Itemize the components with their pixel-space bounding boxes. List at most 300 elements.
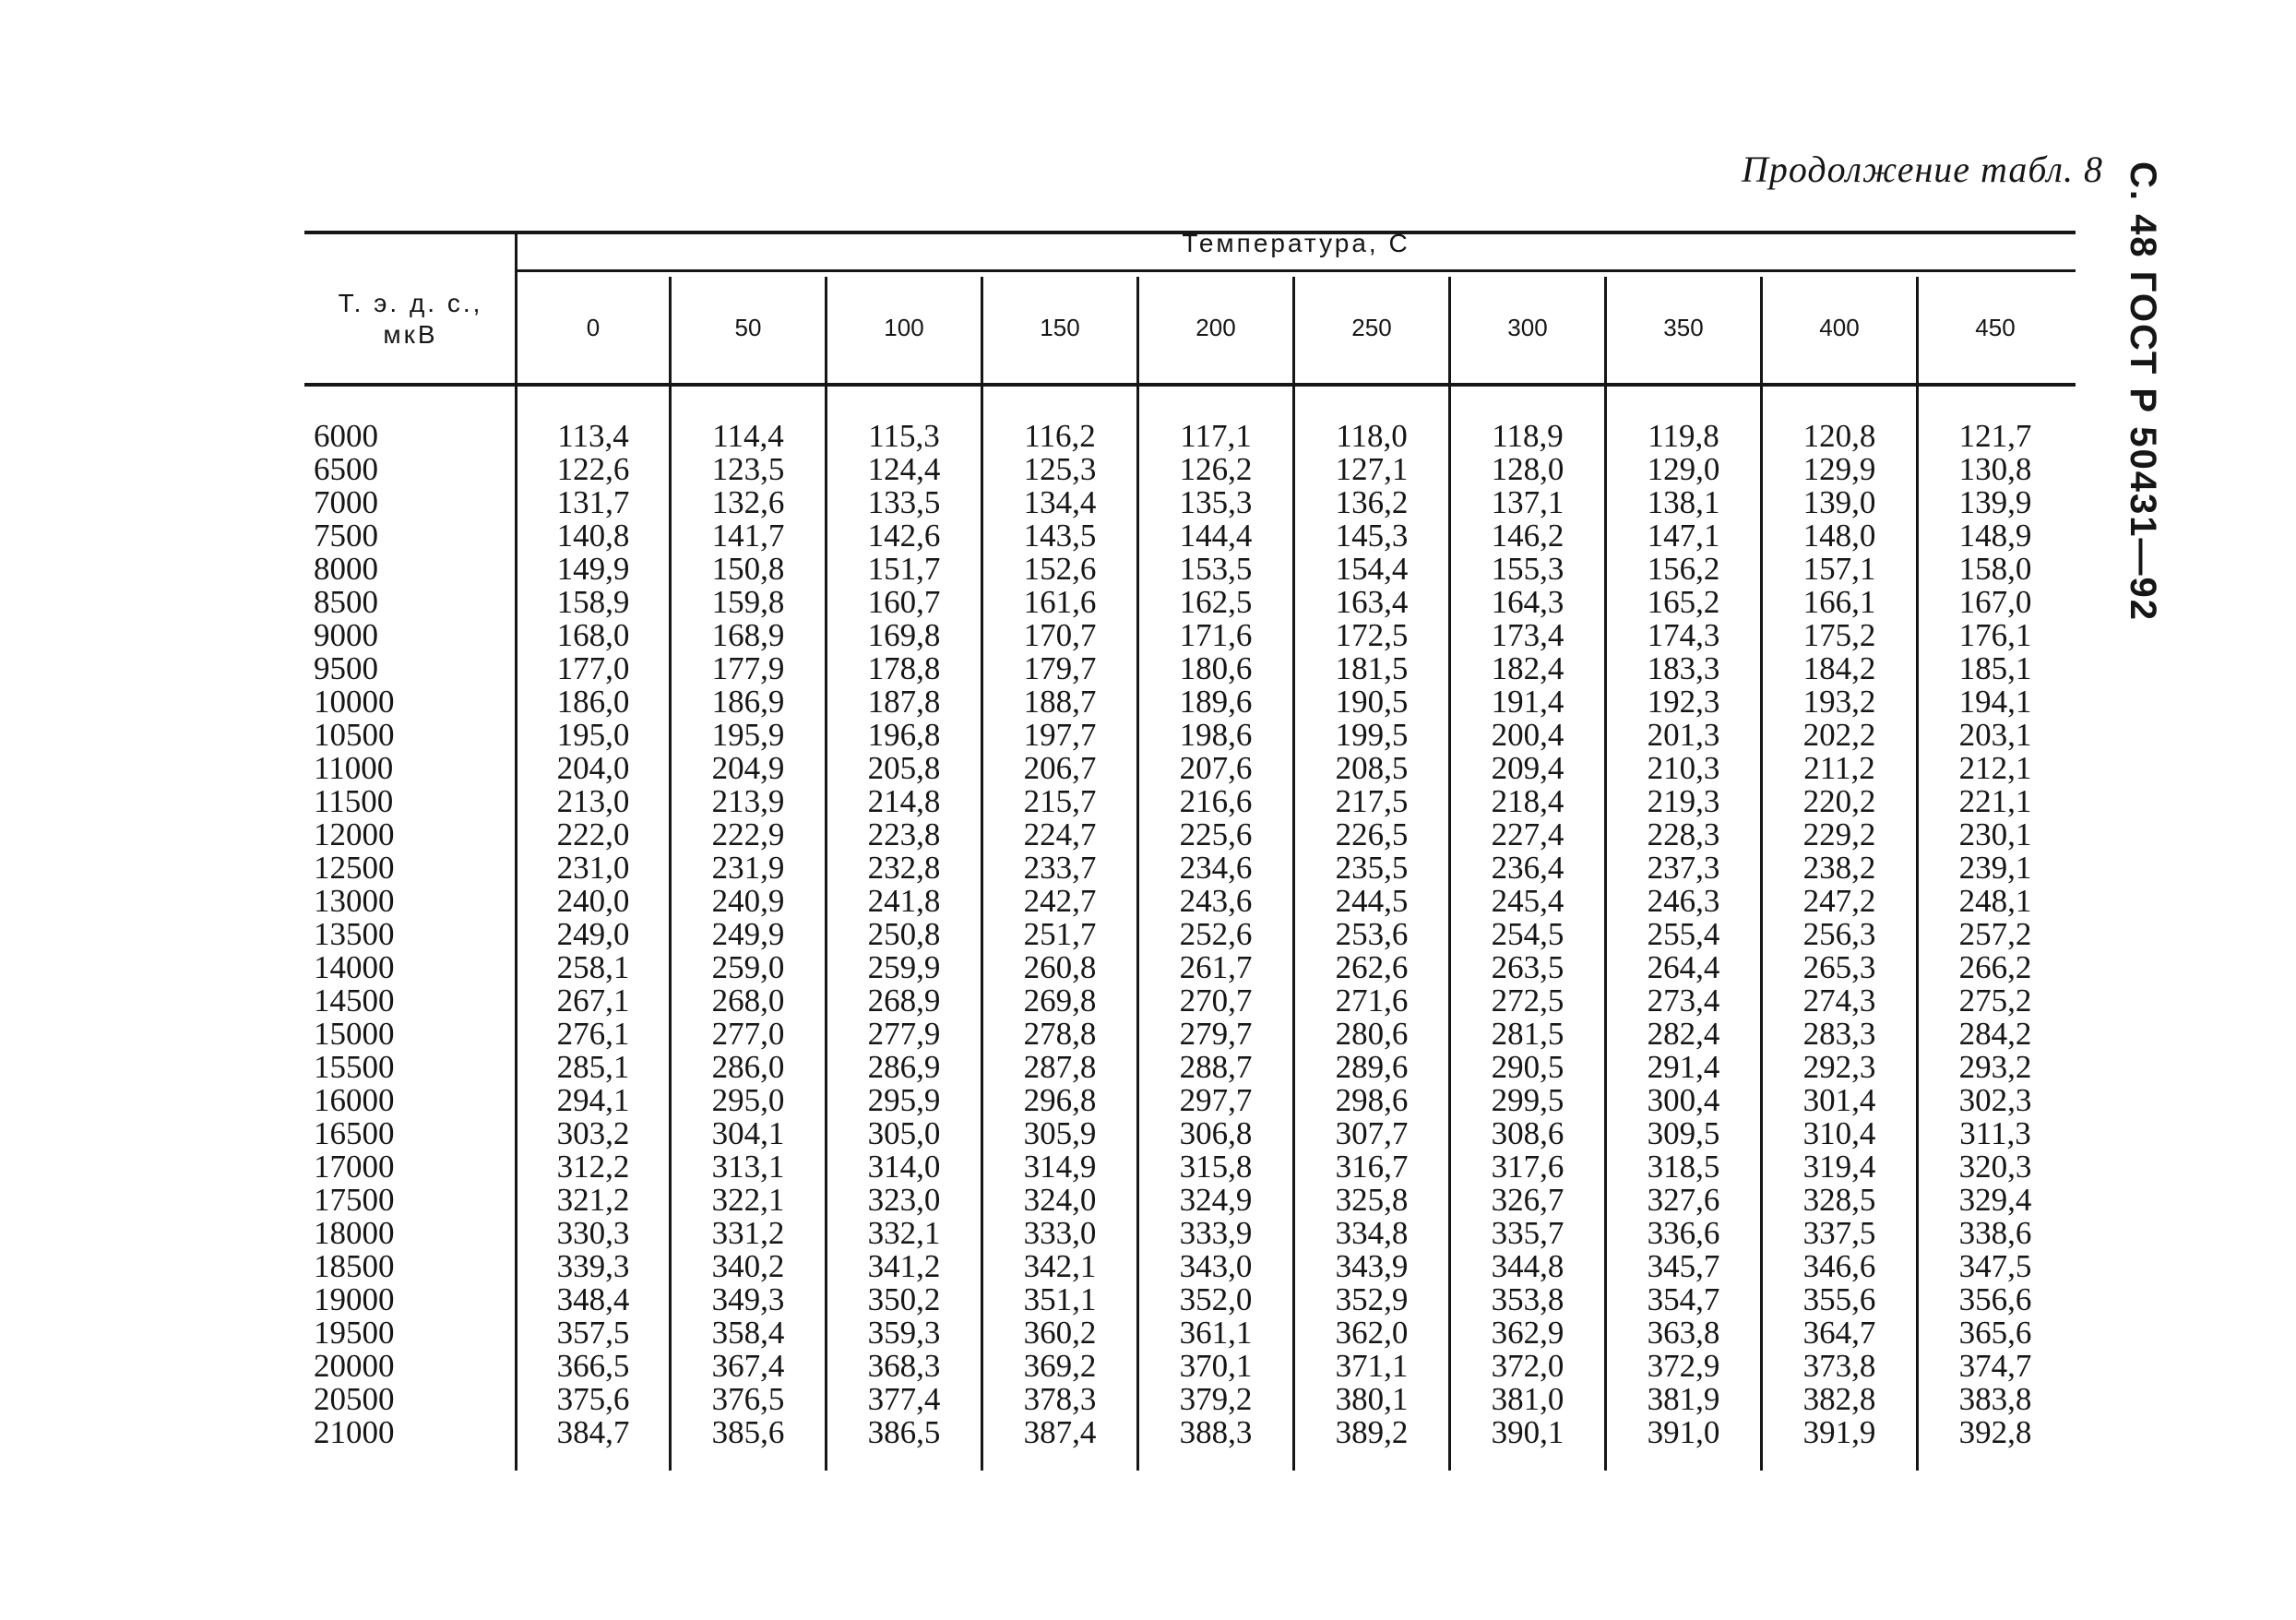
table-cell: 315,8: [1179, 1149, 1253, 1185]
table-cell: 354,7: [1647, 1281, 1720, 1317]
emf-value-cell: 17500: [314, 1182, 395, 1218]
emf-header: [304, 288, 517, 351]
table-cell: 218,4: [1491, 783, 1564, 819]
column-header: 250: [1351, 314, 1392, 341]
table-cell: 381,9: [1647, 1381, 1720, 1417]
table-cell: 138,1: [1647, 484, 1720, 520]
emf-value-cell: 14500: [314, 983, 395, 1018]
table-cell: 300,4: [1647, 1082, 1720, 1118]
page-standard-label: С. 48 ГОСТ Р 50431—92: [2123, 161, 2163, 622]
emf-value-cell: 12000: [314, 816, 395, 852]
temperature-value-column: [1139, 420, 1292, 1449]
emf-value-cell: 16000: [314, 1082, 395, 1118]
table-cell: 179,7: [1023, 650, 1097, 686]
table-cell: 148,0: [1802, 518, 1876, 554]
table-cell: 197,7: [1023, 717, 1097, 753]
column-header: 450: [1975, 314, 2016, 341]
table-cell: 121,7: [1958, 418, 2032, 454]
table-cell: 162,5: [1179, 584, 1253, 620]
table-cell: 233,7: [1023, 850, 1097, 886]
table-cell: 268,9: [867, 983, 941, 1018]
table-cell: 134,4: [1023, 484, 1097, 520]
table-cell: 358,4: [711, 1315, 785, 1351]
table-cell: 122,6: [556, 451, 630, 487]
temperature-value-column: [1451, 420, 1604, 1449]
column-header: 100: [884, 314, 924, 341]
table-cell: 340,2: [711, 1248, 785, 1284]
table-cell: 149,9: [556, 551, 630, 587]
table-cell: 278,8: [1023, 1016, 1097, 1052]
table-cell: 293,2: [1958, 1049, 2032, 1085]
table-cell: 316,7: [1335, 1149, 1409, 1185]
table-cell: 190,5: [1335, 684, 1409, 720]
table-cell: 207,6: [1179, 750, 1253, 786]
table-cell: 325,8: [1335, 1182, 1409, 1218]
table-cell: 338,6: [1958, 1215, 2032, 1251]
table-cell: 204,9: [711, 750, 785, 786]
table-cell: 344,8: [1491, 1248, 1564, 1284]
table-cell: 305,9: [1023, 1115, 1097, 1151]
table-cell: 318,5: [1647, 1149, 1720, 1185]
table-cell: 225,6: [1179, 816, 1253, 852]
table-cell: 248,1: [1958, 883, 2032, 919]
table-cell: 301,4: [1802, 1082, 1876, 1118]
table-cell: 288,7: [1179, 1049, 1253, 1085]
table-cell: 261,7: [1179, 949, 1253, 985]
table-cell: 234,6: [1179, 850, 1253, 886]
table-cell: 186,9: [711, 684, 785, 720]
table-cell: 350,2: [867, 1281, 941, 1317]
table-cell: 129,0: [1647, 451, 1720, 487]
table-cell: 379,2: [1179, 1381, 1253, 1417]
table-cell: 254,5: [1491, 916, 1564, 952]
emf-value-cell: 9000: [314, 617, 378, 653]
table-cell: 142,6: [867, 518, 941, 554]
table-cell: 367,4: [711, 1348, 785, 1384]
emf-value-cell: 6500: [314, 451, 378, 487]
table-cell: 341,2: [867, 1248, 941, 1284]
table-cell: 152,6: [1023, 551, 1097, 587]
table-cell: 186,0: [556, 684, 630, 720]
table-cell: 296,8: [1023, 1082, 1097, 1118]
table-cell: 146,2: [1491, 518, 1564, 554]
table-cell: 362,9: [1491, 1315, 1564, 1351]
emf-value-cell: 11000: [314, 750, 394, 786]
table-cell: 299,5: [1491, 1082, 1564, 1118]
table-cell: 231,0: [556, 850, 630, 886]
table-cell: 343,9: [1335, 1248, 1409, 1284]
table-cell: 176,1: [1958, 617, 2032, 653]
table-cell: 118,0: [1336, 418, 1408, 454]
table-cell: 313,1: [711, 1149, 785, 1185]
table-cell: 377,4: [867, 1381, 941, 1417]
table-cell: 145,3: [1335, 518, 1409, 554]
table-cell: 128,0: [1491, 451, 1564, 487]
table-cell: 118,9: [1492, 418, 1564, 454]
column-header: 50: [734, 314, 762, 341]
table-cell: 244,5: [1335, 883, 1409, 919]
table-cell: 201,3: [1647, 717, 1720, 753]
table-cell: 374,7: [1958, 1348, 2032, 1384]
table-cell: 168,9: [711, 617, 785, 653]
temperature-value-column: [1919, 420, 2072, 1449]
table-cell: 292,3: [1802, 1049, 1876, 1085]
table-cell: 187,8: [867, 684, 941, 720]
table-cell: 309,5: [1647, 1115, 1720, 1151]
table-cell: 378,3: [1023, 1381, 1097, 1417]
table-cell: 136,2: [1335, 484, 1409, 520]
table-cell: 348,4: [556, 1281, 630, 1317]
table-cell: 381,0: [1491, 1381, 1564, 1417]
table-cell: 127,1: [1335, 451, 1409, 487]
table-cell: 324,9: [1179, 1182, 1253, 1218]
table-cell: 286,0: [711, 1049, 785, 1085]
table-cell: 202,2: [1802, 717, 1876, 753]
table-cell: 272,5: [1491, 983, 1564, 1018]
table-cell: 213,0: [556, 783, 630, 819]
table-cell: 262,6: [1335, 949, 1409, 985]
table-cell: 161,6: [1023, 584, 1097, 620]
table-cell: 352,9: [1335, 1281, 1409, 1317]
table-cell: 337,5: [1802, 1215, 1876, 1251]
table-cell: 221,1: [1958, 783, 2032, 819]
table-cell: 294,1: [556, 1082, 630, 1118]
table-cell: 359,3: [867, 1315, 941, 1351]
table-cell: 184,2: [1802, 650, 1876, 686]
table-cell: 317,6: [1491, 1149, 1564, 1185]
table-cell: 268,0: [711, 983, 785, 1018]
table-cell: 222,9: [711, 816, 785, 852]
table-cell: 157,1: [1802, 551, 1876, 587]
table-cell: 303,2: [556, 1115, 630, 1151]
table-cell: 181,5: [1335, 650, 1409, 686]
emf-value-cell: 11500: [314, 783, 394, 819]
table-cell: 182,4: [1491, 650, 1564, 686]
table-cell: 376,5: [711, 1381, 785, 1417]
emf-value-column: [314, 420, 452, 1449]
emf-value-cell: 15500: [314, 1049, 395, 1085]
table-cell: 147,1: [1647, 518, 1720, 554]
table-cell: 227,4: [1491, 816, 1564, 852]
table-cell: 150,8: [711, 551, 785, 587]
table-cell: 308,6: [1491, 1115, 1564, 1151]
table-cell: 203,1: [1958, 717, 2032, 753]
table-cell: 274,3: [1802, 983, 1876, 1018]
table-cell: 168,0: [556, 617, 630, 653]
table-cell: 326,7: [1491, 1182, 1564, 1218]
table-cell: 302,3: [1958, 1082, 2032, 1118]
table-cell: 196,8: [867, 717, 941, 753]
table-cell: 129,9: [1802, 451, 1876, 487]
table-cell: 265,3: [1802, 949, 1876, 985]
table-cell: 154,4: [1335, 551, 1409, 587]
table-cell: 164,3: [1491, 584, 1564, 620]
emf-value-cell: 16500: [314, 1115, 395, 1151]
temperature-value-column: [517, 420, 669, 1449]
table-cell: 250,8: [867, 916, 941, 952]
table-cell: 178,8: [867, 650, 941, 686]
table-cell: 183,3: [1647, 650, 1720, 686]
table-cell: 209,4: [1491, 750, 1564, 786]
table-cell: 285,1: [556, 1049, 630, 1085]
table-cell: 322,1: [711, 1182, 785, 1218]
table-cell: 249,0: [556, 916, 630, 952]
table-cell: 133,5: [867, 484, 941, 520]
header-bottom-rule: [304, 383, 2076, 387]
table-cell: 329,4: [1958, 1182, 2032, 1218]
table-cell: 347,5: [1958, 1248, 2032, 1284]
table-cell: 291,4: [1647, 1049, 1720, 1085]
table-cell: 167,0: [1958, 584, 2032, 620]
table-cell: 140,8: [556, 518, 630, 554]
emf-value-cell: 13500: [314, 916, 395, 952]
table-cell: 240,9: [711, 883, 785, 919]
table-cell: 363,8: [1647, 1315, 1720, 1351]
table-cell: 289,6: [1335, 1049, 1409, 1085]
table-cell: 306,8: [1179, 1115, 1253, 1151]
table-cell: 113,4: [557, 418, 629, 454]
emf-value-cell: 17000: [314, 1149, 395, 1185]
temperature-header: Температура, С: [1182, 229, 1410, 257]
table-cell: 177,9: [711, 650, 785, 686]
table-cell: 200,4: [1491, 717, 1564, 753]
table-cell: 166,1: [1802, 584, 1876, 620]
table-cell: 283,3: [1802, 1016, 1876, 1052]
table-cell: 369,2: [1023, 1348, 1097, 1384]
emf-value-cell: 19500: [314, 1315, 395, 1351]
table-cell: 264,4: [1647, 949, 1720, 985]
table-cell: 259,0: [711, 949, 785, 985]
table-cell: 365,6: [1958, 1315, 2032, 1351]
table-cell: 169,8: [867, 617, 941, 653]
table-cell: 210,3: [1647, 750, 1720, 786]
temperature-value-column: [983, 420, 1136, 1449]
table-cell: 198,6: [1179, 717, 1253, 753]
table-continuation-caption: Продолжение табл. 8: [1741, 149, 2103, 190]
table-cell: 223,8: [867, 816, 941, 852]
table-cell: 333,9: [1179, 1215, 1253, 1251]
table-cell: 332,1: [867, 1215, 941, 1251]
table-cell: 353,8: [1491, 1281, 1564, 1317]
table-cell: 173,4: [1491, 617, 1564, 653]
table-cell: 327,6: [1647, 1182, 1720, 1218]
table-cell: 258,1: [556, 949, 630, 985]
emf-value-cell: 9500: [314, 650, 378, 686]
table-cell: 385,6: [711, 1414, 785, 1450]
table-cell: 360,2: [1023, 1315, 1097, 1351]
table-cell: 160,7: [867, 584, 941, 620]
table-cell: 266,2: [1958, 949, 2032, 985]
column-header: 300: [1507, 314, 1548, 341]
table-cell: 364,7: [1802, 1315, 1876, 1351]
table-cell: 380,1: [1335, 1381, 1409, 1417]
table-cell: 263,5: [1491, 949, 1564, 985]
table-cell: 386,5: [867, 1414, 941, 1450]
table-cell: 119,8: [1648, 418, 1719, 454]
table-cell: 320,3: [1958, 1149, 2032, 1185]
table-cell: 370,1: [1179, 1348, 1253, 1384]
table-cell: 339,3: [556, 1248, 630, 1284]
table-cell: 199,5: [1335, 717, 1409, 753]
table-cell: 217,5: [1335, 783, 1409, 819]
table-cell: 267,1: [556, 983, 630, 1018]
table-cell: 333,0: [1023, 1215, 1097, 1251]
table-cell: 174,3: [1647, 617, 1720, 653]
table-cell: 115,3: [868, 418, 940, 454]
table-cell: 141,7: [711, 518, 785, 554]
table-cell: 328,5: [1802, 1182, 1876, 1218]
table-cell: 259,9: [867, 949, 941, 985]
emf-value-cell: 13000: [314, 883, 395, 919]
table-cell: 271,6: [1335, 983, 1409, 1018]
table-cell: 229,2: [1802, 816, 1876, 852]
emf-value-cell: 18000: [314, 1215, 395, 1251]
table-cell: 231,9: [711, 850, 785, 886]
emf-value-cell: 20500: [314, 1381, 395, 1417]
emf-value-cell: 19000: [314, 1281, 395, 1317]
table-cell: 213,9: [711, 783, 785, 819]
table-cell: 336,6: [1647, 1215, 1720, 1251]
table-cell: 375,6: [556, 1381, 630, 1417]
table-cell: 255,4: [1647, 916, 1720, 952]
table-cell: 305,0: [867, 1115, 941, 1151]
table-cell: 139,9: [1958, 484, 2032, 520]
table-cell: 211,2: [1803, 750, 1875, 786]
emf-value-cell: 12500: [314, 850, 395, 886]
table-cell: 388,3: [1179, 1414, 1253, 1450]
column-header: 400: [1819, 314, 1860, 341]
table-cell: 297,7: [1179, 1082, 1253, 1118]
table-cell: 240,0: [556, 883, 630, 919]
table-cell: 242,7: [1023, 883, 1097, 919]
table-cell: 151,7: [867, 551, 941, 587]
table-cell: 281,5: [1491, 1016, 1564, 1052]
table-cell: 384,7: [556, 1414, 630, 1450]
table-cell: 232,8: [867, 850, 941, 886]
table-cell: 373,8: [1802, 1348, 1876, 1384]
table-cell: 214,8: [867, 783, 941, 819]
table-cell: 257,2: [1958, 916, 2032, 952]
table-cell: 180,6: [1179, 650, 1253, 686]
column-header: 200: [1196, 314, 1236, 341]
table-cell: 312,2: [556, 1149, 630, 1185]
emf-value-cell: 14000: [314, 949, 395, 985]
table-cell: 189,6: [1179, 684, 1253, 720]
temperature-value-column: [827, 420, 981, 1449]
table-cell: 371,1: [1335, 1348, 1409, 1384]
table-cell: 387,4: [1023, 1414, 1097, 1450]
table-cell: 335,7: [1491, 1215, 1564, 1251]
table-cell: 175,2: [1802, 617, 1876, 653]
table-cell: 286,9: [867, 1049, 941, 1085]
column-header: 350: [1663, 314, 1704, 341]
table-cell: 277,9: [867, 1016, 941, 1052]
table-cell: 295,0: [711, 1082, 785, 1118]
emf-header-unit: мкВ: [383, 320, 438, 349]
table-cell: 237,3: [1647, 850, 1720, 886]
table-cell: 239,1: [1958, 850, 2032, 886]
table-cell: 295,9: [867, 1082, 941, 1118]
table-cell: 241,8: [867, 883, 941, 919]
table-cell: 195,0: [556, 717, 630, 753]
table-cell: 290,5: [1491, 1049, 1564, 1085]
table-cell: 159,8: [711, 584, 785, 620]
emf-value-cell: 6000: [314, 418, 378, 454]
table-cell: 323,0: [867, 1182, 941, 1218]
table-cell: 185,1: [1958, 650, 2032, 686]
table-cell: 276,1: [556, 1016, 630, 1052]
table-cell: 314,0: [867, 1149, 941, 1185]
table-cell: 321,2: [556, 1182, 630, 1218]
table-cell: 192,3: [1647, 684, 1720, 720]
table-cell: 191,4: [1491, 684, 1564, 720]
table-cell: 280,6: [1335, 1016, 1409, 1052]
table-cell: 132,6: [711, 484, 785, 520]
table-cell: 331,2: [711, 1215, 785, 1251]
table-cell: 245,4: [1491, 883, 1564, 919]
table-cell: 158,0: [1958, 551, 2032, 587]
table-cell: 310,4: [1802, 1115, 1876, 1151]
table-cell: 228,3: [1647, 816, 1720, 852]
table-cell: 163,4: [1335, 584, 1409, 620]
table-cell: 392,8: [1958, 1414, 2032, 1450]
table-cell: 137,1: [1491, 484, 1564, 520]
emf-value-cell: 7000: [314, 484, 378, 520]
table-cell: 235,5: [1335, 850, 1409, 886]
table-cell: 155,3: [1491, 551, 1564, 587]
table-cell: 131,7: [556, 484, 630, 520]
table-cell: 222,0: [556, 816, 630, 852]
table-cell: 298,6: [1335, 1082, 1409, 1118]
table-cell: 204,0: [556, 750, 630, 786]
table-cell: 117,1: [1180, 418, 1252, 454]
table-cell: 357,5: [556, 1315, 630, 1351]
table-cell: 284,2: [1958, 1016, 2032, 1052]
table-cell: 195,9: [711, 717, 785, 753]
table-cell: 269,8: [1023, 983, 1097, 1018]
table-cell: 120,8: [1802, 418, 1876, 454]
table-cell: 256,3: [1802, 916, 1876, 952]
table-cell: 372,0: [1491, 1348, 1564, 1384]
table-cell: 148,9: [1958, 518, 2032, 554]
table-cell: 172,5: [1335, 617, 1409, 653]
table-cell: 219,3: [1647, 783, 1720, 819]
emf-value-cell: 18500: [314, 1248, 395, 1284]
table-cell: 251,7: [1023, 916, 1097, 952]
emf-value-cell: 7500: [314, 518, 378, 554]
table-cell: 188,7: [1023, 684, 1097, 720]
table-cell: 220,2: [1802, 783, 1876, 819]
table-cell: 345,7: [1647, 1248, 1720, 1284]
table-cell: 139,0: [1802, 484, 1876, 520]
table-cell: 177,0: [556, 650, 630, 686]
emf-value-cell: 20000: [314, 1348, 395, 1384]
table-cell: 135,3: [1179, 484, 1253, 520]
table-cell: 273,4: [1647, 983, 1720, 1018]
emf-header-label: Т. э. д. с.,: [338, 289, 483, 317]
table-cell: 116,2: [1024, 418, 1096, 454]
table-cell: 247,2: [1802, 883, 1876, 919]
table-cell: 130,8: [1958, 451, 2032, 487]
table-cell: 226,5: [1335, 816, 1409, 852]
table-cell: 206,7: [1023, 750, 1097, 786]
table-cell: 372,9: [1647, 1348, 1720, 1384]
table-cell: 277,0: [711, 1016, 785, 1052]
table-cell: 391,0: [1647, 1414, 1720, 1450]
emf-value-cell: 10000: [314, 684, 395, 720]
table-cell: 238,2: [1802, 850, 1876, 886]
table-cell: 304,1: [711, 1115, 785, 1151]
